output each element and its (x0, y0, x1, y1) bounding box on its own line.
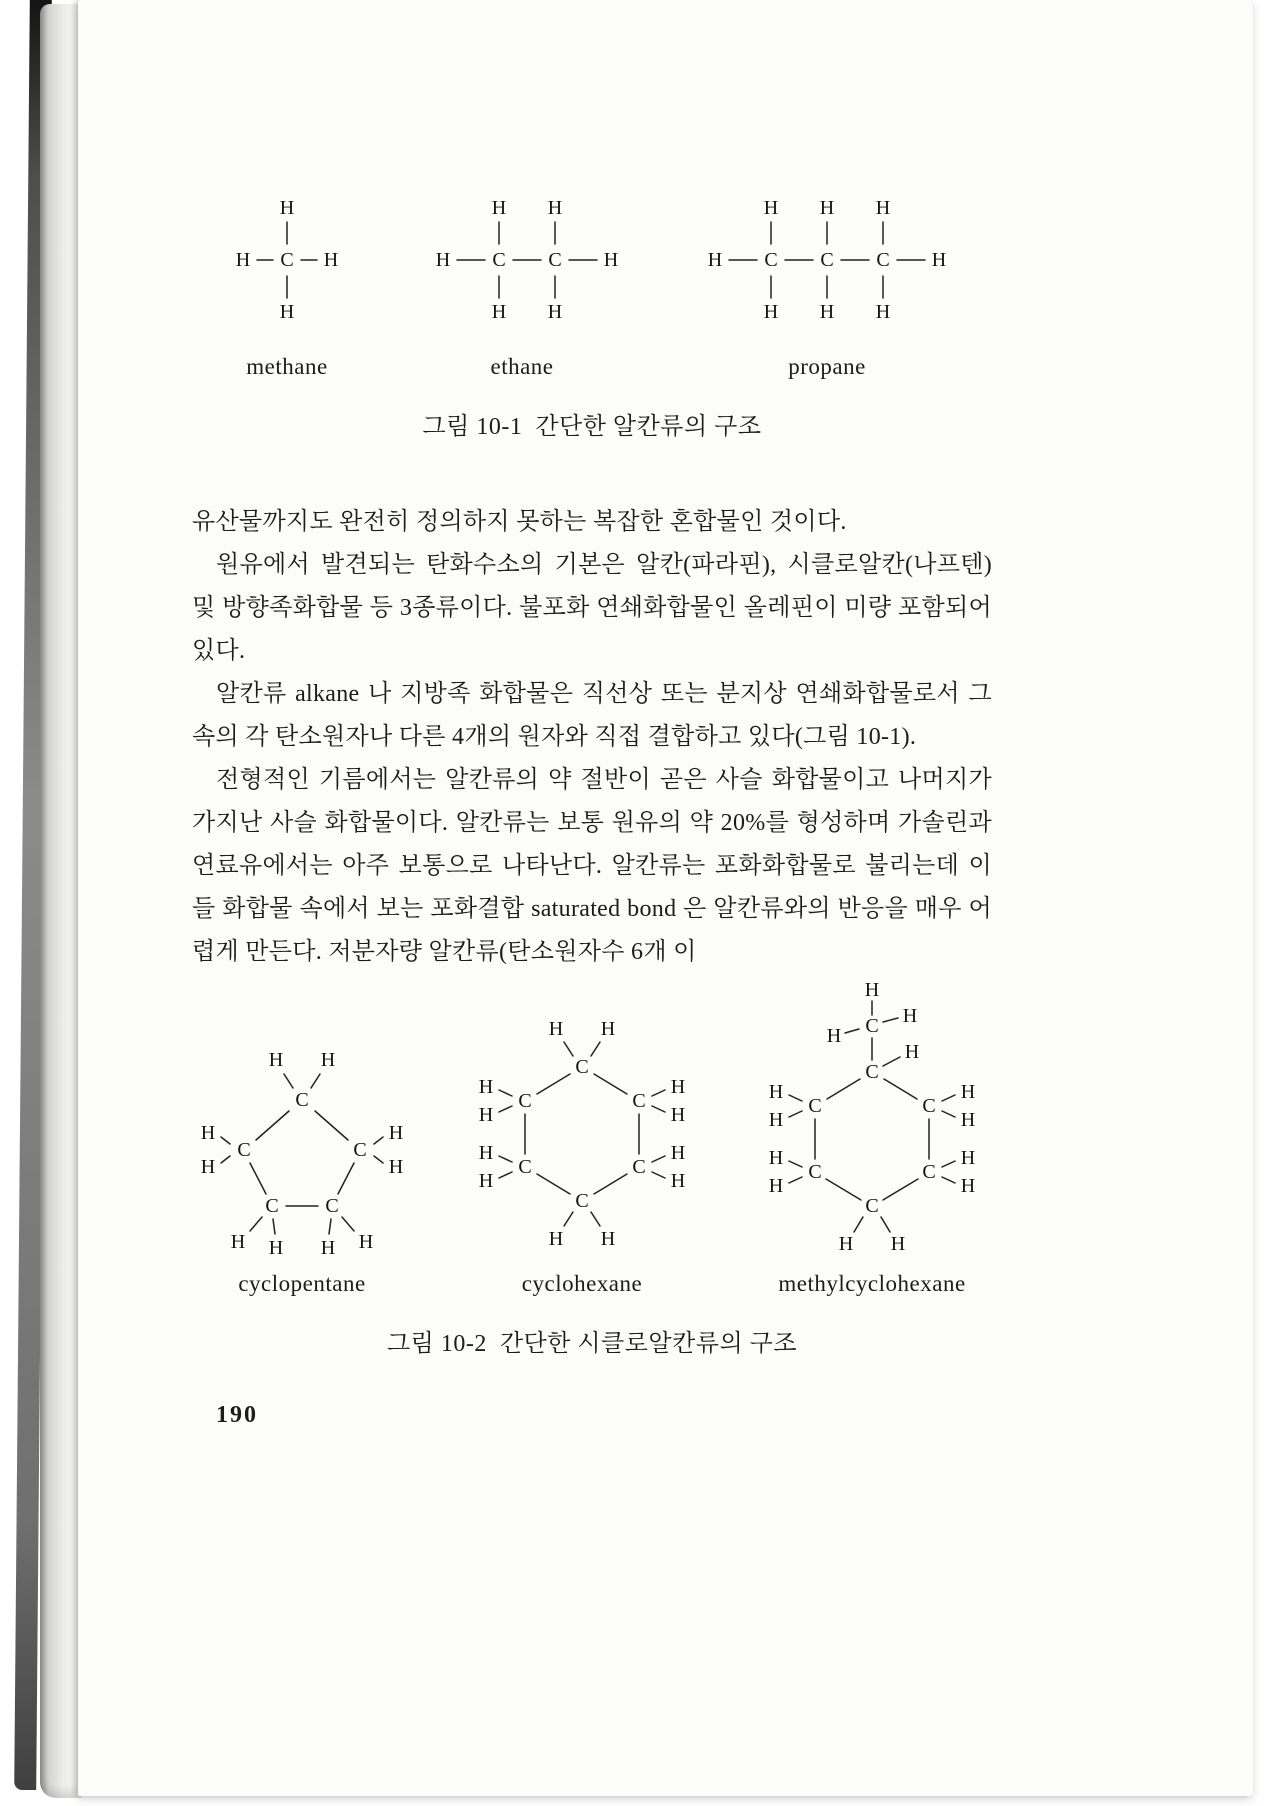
bond-line (942, 1095, 955, 1101)
bond-line (499, 1156, 512, 1162)
atom-label: H (707, 249, 723, 271)
molecule-cyclohexane (467, 1007, 697, 1297)
bond-line (311, 1074, 320, 1088)
bond-line (537, 1174, 570, 1194)
atom-label: H (388, 1156, 404, 1178)
bond-line (374, 1156, 383, 1163)
atom-label: H (960, 1109, 976, 1131)
atom-label: C (865, 1015, 879, 1037)
atom-label: C (265, 1195, 279, 1217)
atom-label: C (820, 249, 834, 271)
molecule-ethane (407, 172, 637, 380)
atom-label: C (922, 1161, 936, 1183)
molecule-cyclopentane (192, 1034, 412, 1297)
atom-label: H (547, 301, 563, 323)
bond-line (564, 1042, 573, 1056)
atom-label: H (670, 1142, 686, 1164)
atom-label: H (890, 1233, 906, 1255)
page-stack-edge (40, 4, 82, 1798)
atom-label: H (670, 1076, 686, 1098)
bond-line (250, 1217, 262, 1231)
bond-line (250, 1163, 266, 1194)
molecule-methylcyclohexane (752, 974, 992, 1297)
body-text (192, 501, 992, 974)
atom-label: H (478, 1104, 494, 1126)
bond-line (315, 1111, 348, 1140)
atom-label: H (600, 1018, 616, 1040)
atom-label: H (826, 1025, 842, 1047)
molecule-name-label: methylcyclohexane (778, 1271, 966, 1296)
atom-label: H (768, 1147, 784, 1169)
bond-line (854, 1217, 863, 1232)
atom-label: H (388, 1122, 404, 1144)
molecule-methane (207, 172, 367, 380)
bond-line (883, 1057, 900, 1066)
bond-line (789, 1177, 802, 1183)
atom-label: H (875, 301, 891, 323)
atom-label: H (200, 1122, 216, 1144)
atom-label: C (865, 1061, 879, 1083)
bond-line (594, 1174, 627, 1194)
bond-line (499, 1106, 512, 1112)
atom-label: H (768, 1081, 784, 1103)
bond-line (789, 1095, 802, 1101)
book-page (78, 0, 1253, 1796)
atom-label: H (478, 1142, 494, 1164)
atom-label: C (518, 1090, 532, 1112)
atom-label: H (491, 301, 507, 323)
bond-line (256, 1111, 289, 1140)
bond-line (652, 1172, 665, 1178)
bond-line (652, 1106, 665, 1112)
bond-line (499, 1090, 512, 1096)
bond-line (942, 1161, 955, 1167)
bond-line (826, 1179, 861, 1200)
figure-10-2-caption: 그림 10-2 간단한 시클로알칸류의 구조 (386, 1331, 798, 1357)
bond-line (338, 1163, 354, 1194)
bond-line (789, 1161, 802, 1167)
atom-label: H (478, 1076, 494, 1098)
molecule-name-label: ethane (490, 354, 554, 379)
bond-line (883, 1179, 918, 1200)
atom-label: H (768, 1175, 784, 1197)
bond-line (342, 1217, 354, 1231)
bond-line (221, 1137, 230, 1144)
atom-label: H (230, 1231, 246, 1253)
structure-diagram-cyclopentane (192, 1034, 412, 1259)
atom-label: H (838, 1233, 854, 1255)
structure-diagram-propane (677, 172, 977, 342)
page-content (192, 0, 992, 1429)
atom-label: C (548, 249, 562, 271)
paragraph: 원유에서 발견되는 탄화수소의 기본은 알칸(파라핀), 시클로알칸(나프텐) 및 방향족화합물 등 3종류이다. 불포화 연쇄화합물인 올레핀이 미량 포함되어 있다. (192, 552, 992, 664)
atom-label: H (819, 197, 835, 219)
atom-label: H (819, 301, 835, 323)
atom-label: H (200, 1156, 216, 1178)
bond-line (564, 1212, 573, 1226)
structure-diagram-methane (207, 172, 367, 342)
bond-line (884, 1079, 917, 1099)
atom-label: H (768, 1109, 784, 1131)
bond-line (827, 1079, 860, 1099)
atom-label: H (763, 197, 779, 219)
bond-line (591, 1212, 600, 1226)
molecule-propane (677, 172, 977, 380)
atom-label: H (864, 979, 880, 1001)
atom-label: H (358, 1231, 374, 1253)
bond-line (221, 1156, 230, 1163)
atom-label: H (323, 249, 339, 271)
structure-diagram-methylcyclohexane (752, 974, 992, 1259)
atom-label: H (960, 1081, 976, 1103)
paragraph: 유산물까지도 완전히 정의하지 못하는 복잡한 혼합물인 것이다. (192, 509, 847, 535)
atom-label: C (865, 1195, 879, 1217)
atom-label: H (548, 1228, 564, 1250)
atom-label: C (764, 249, 778, 271)
figure-10-1-structures (192, 172, 992, 380)
figure-10-1-caption: 그림 10-1 간단한 알칸류의 구조 (422, 414, 762, 440)
bond-line (845, 1029, 859, 1033)
atom-label: H (547, 197, 563, 219)
atom-label: C (325, 1195, 339, 1217)
atom-label: H (235, 249, 251, 271)
atom-label: C (575, 1056, 589, 1078)
bond-line (537, 1074, 570, 1094)
molecule-name-label: cyclopentane (238, 1271, 366, 1296)
page-number: 190 (216, 1402, 258, 1428)
bond-line (591, 1042, 600, 1056)
figure-10-2-structures (192, 974, 992, 1297)
atom-label: H (960, 1175, 976, 1197)
atom-label: H (478, 1170, 494, 1192)
structure-diagram-ethane (407, 172, 637, 342)
paragraph: 알칸류 alkane 나 지방족 화합물은 직선상 또는 분지상 연쇄화합물로서 그 속의 각 탄소원자나 다른 4개의 원자와 직접 결합하고 있다(그림 10-1). (192, 681, 992, 750)
atom-label: C (518, 1156, 532, 1178)
bond-line (652, 1156, 665, 1162)
paragraph: 전형적인 기름에서는 알칸류의 약 절반이 곧은 사슬 화합물이고 나머지가 가지난 사슬 화합물이다. 알칸류는 보통 원유의 약 20%를 형성하며 가솔린과 연료유에서는 아주 보통으로 나타난다. 알칸류는 포화화합물로 불리는데 이들 화합물 속에서 보는 포화결합 saturated bond 은 알칸류와의 반응을 매우 어렵게 만든다. 저분자량 알칸류(탄소원자수 6개 이 (192, 767, 992, 965)
atom-label: H (435, 249, 451, 271)
atom-label: H (902, 1005, 918, 1027)
atom-label: H (548, 1018, 564, 1040)
atom-label: H (491, 197, 507, 219)
atom-label: C (295, 1089, 309, 1111)
atom-label: H (670, 1170, 686, 1192)
bond-line (652, 1090, 665, 1096)
molecule-name-label: propane (788, 354, 866, 379)
bond-line (594, 1074, 627, 1094)
atom-label: H (268, 1237, 284, 1259)
atom-label: C (876, 249, 890, 271)
bond-line (883, 1018, 898, 1022)
atom-label: C (575, 1190, 589, 1212)
atom-label: H (320, 1049, 336, 1071)
bond-line (273, 1219, 275, 1234)
atom-label: C (353, 1139, 367, 1161)
bond-line (329, 1219, 331, 1234)
atom-label: H (268, 1049, 284, 1071)
atom-label: H (931, 249, 947, 271)
atom-label: C (632, 1156, 646, 1178)
bond-line (374, 1137, 383, 1144)
atom-label: H (960, 1147, 976, 1169)
molecule-name-label: methane (246, 354, 328, 379)
structure-diagram-cyclohexane (467, 1007, 697, 1259)
figure-10-2 (192, 974, 992, 1358)
atom-label: C (280, 249, 294, 271)
atom-label: H (600, 1228, 616, 1250)
bond-line (942, 1177, 955, 1183)
bond-line (284, 1074, 293, 1088)
atom-label: C (492, 249, 506, 271)
atom-label: H (603, 249, 619, 271)
atom-label: C (922, 1095, 936, 1117)
atom-label: C (632, 1090, 646, 1112)
atom-label: C (237, 1139, 251, 1161)
atom-label: H (279, 197, 295, 219)
bond-line (881, 1217, 890, 1232)
figure-10-1 (192, 172, 992, 441)
atom-label: C (808, 1095, 822, 1117)
atom-label: H (875, 197, 891, 219)
atom-label: H (279, 301, 295, 323)
atom-label: H (763, 301, 779, 323)
atom-label: H (904, 1041, 920, 1063)
atom-label: H (670, 1104, 686, 1126)
atom-label: C (808, 1161, 822, 1183)
bond-line (499, 1172, 512, 1178)
bond-line (789, 1111, 802, 1117)
bond-line (942, 1111, 955, 1117)
atom-label: H (320, 1237, 336, 1259)
molecule-name-label: cyclohexane (521, 1271, 643, 1296)
